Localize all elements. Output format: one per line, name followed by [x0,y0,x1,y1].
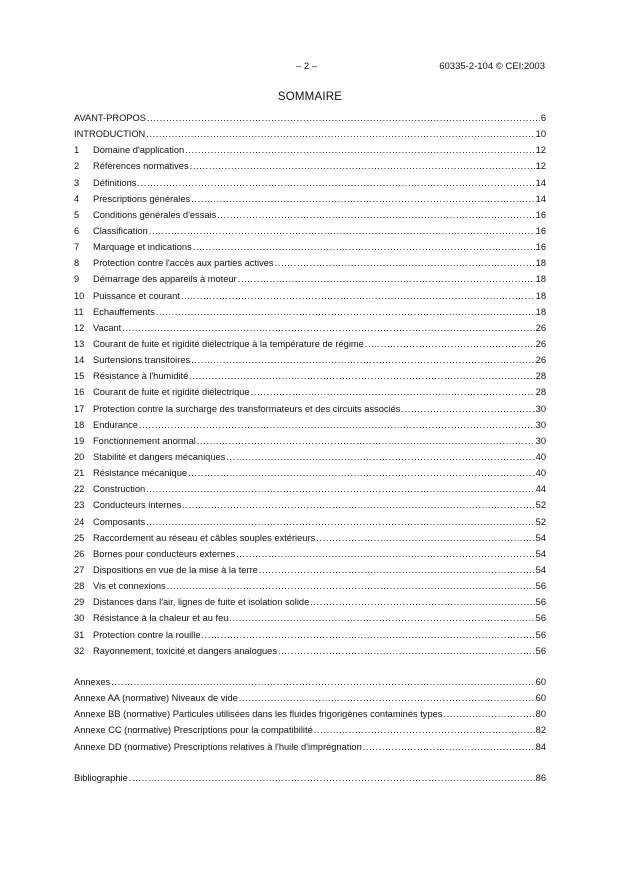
toc-entry-number: 7 [74,242,80,253]
dot-leader [189,368,534,384]
toc-entry-number: 16 [74,387,85,398]
toc-entry-label: Conducteurs internes [93,500,182,511]
toc-entry-page: 26 [535,322,546,333]
toc-entry[interactable] [74,722,546,738]
toc-entry-page: 52 [535,500,546,511]
toc-entry-page: 28 [535,387,546,398]
toc-entry-page: 56 [535,613,546,624]
toc-entry[interactable] [74,706,546,722]
toc-entry-page: 18 [535,258,546,269]
toc-entry-label: Classification [93,225,148,236]
toc-entry-number: 19 [74,435,85,446]
dot-leader [365,336,535,352]
toc-entry-page: 60 [535,693,546,704]
dot-leader [229,610,534,626]
toc-entry-label: Marquage et indications [93,242,192,253]
toc-entry-label: Courant de fuite et rigidité diélectrique [93,387,250,398]
dot-leader [139,417,535,433]
toc-entry-label: Domaine d'application [93,145,185,156]
dot-leader [217,207,534,223]
toc-entry[interactable] [74,562,546,578]
toc-entry-page: 56 [535,645,546,656]
toc-entry[interactable] [74,142,546,158]
toc-entry-number: 24 [74,516,85,527]
toc-entry-page: 16 [535,225,546,236]
toc-entry-number: 32 [74,645,85,656]
toc-entry-number: 22 [74,484,85,495]
dot-leader [259,562,535,578]
toc-entry[interactable] [74,110,546,126]
toc-entry-label: Stabilité et dangers mécaniques [93,451,226,462]
toc-entry-page: 14 [535,177,546,188]
toc-entry-label: Annexe BB (normative) Particules utilisées dans les fluides frigorigènes contaminés types [74,709,443,720]
toc-entry-number: 10 [74,290,85,301]
toc-entry-label: Vis et connexions [93,581,166,592]
toc-entry-label: Prescriptions générales [93,193,191,204]
dot-leader [193,239,535,255]
toc-entry[interactable] [74,497,546,513]
toc-entry-label: Annexes [74,677,111,687]
dot-leader [443,706,534,722]
toc-entry-page: 40 [535,468,546,479]
toc-entry-page: 60 [535,677,546,687]
dot-leader [156,304,535,320]
toc-entry-label: Bibliographie [74,773,128,783]
toc-entry-page: 26 [535,338,546,349]
toc-entry[interactable] [74,175,546,191]
toc-entry[interactable] [74,368,546,384]
dot-leader [202,627,535,643]
page-number: – 2 – [296,61,318,72]
toc-entry-page: 86 [535,773,546,783]
toc-entry-page: 84 [535,741,546,752]
dot-leader [129,770,535,786]
toc-entry-label: Surtensions transitoires [93,355,191,366]
toc-entry-number: 29 [74,597,85,608]
dot-leader [188,465,535,481]
dot-leader [238,271,535,287]
toc-entry-number: 2 [74,161,80,172]
dot-leader [146,126,534,142]
dot-leader [146,481,534,497]
toc-entry-number: 31 [74,629,85,640]
toc-entry-page: 52 [535,516,546,527]
dot-leader [191,191,535,207]
dot-leader [226,449,534,465]
toc-entry-label: Démarrage des appareils à moteur [93,274,237,285]
toc-entry-label: Construction [93,484,146,495]
toc-entry-number: 6 [74,225,80,236]
toc-entry-page: 18 [535,306,546,317]
toc-entry-page: 10 [535,129,546,140]
dot-leader [251,384,535,400]
toc-entry[interactable] [74,417,546,433]
dot-leader [137,175,534,191]
toc-entry[interactable] [74,304,546,320]
toc-entry[interactable] [74,352,546,368]
toc-entry-label: Protection contre la rouille [93,629,201,640]
toc-entry-label: Composants [93,516,146,527]
dot-leader [236,546,535,562]
toc-entry-label: AVANT-PROPOS [74,113,146,123]
toc-entry-number: 25 [74,532,85,543]
toc-entry-page: 30 [535,403,546,414]
dot-leader [182,497,534,513]
toc-entry-label: Résistance mécanique [93,468,188,479]
toc-entry[interactable] [74,191,546,207]
dot-leader [111,674,534,690]
toc-entry[interactable] [74,530,546,546]
dot-leader [147,110,540,126]
toc-entry-label: Puissance et courant [93,290,180,301]
toc-entry[interactable] [74,336,546,352]
toc-entry-label: Endurance [93,419,138,430]
toc-entry-page: 40 [535,451,546,462]
toc-entry-page: 80 [535,709,546,720]
toc-entry[interactable] [74,449,546,465]
dot-leader [363,739,535,755]
toc-entry-label: Bornes pour conducteurs externes [93,548,236,559]
dot-leader [197,433,535,449]
toc-entry-label: Courant de fuite et rigidité diélectrique à la température de régime [93,338,364,349]
toc-entry[interactable] [74,288,546,304]
toc-entry-page: 18 [535,274,546,285]
dot-leader [185,142,534,158]
toc-entry-page: 54 [535,548,546,559]
toc-entry[interactable] [74,239,546,255]
toc-entry[interactable] [74,481,546,497]
bibliography-entry [74,770,546,786]
toc-entry-label: Annexe DD (normative) Prescriptions relatives à l'huile d'imprégnation [74,741,362,752]
toc-entry[interactable] [74,433,546,449]
toc-entry[interactable] [74,320,546,336]
toc-entry[interactable] [74,271,546,287]
toc-entry-label: INTRODUCTION [74,129,146,140]
toc-entry-page: 6 [540,113,546,123]
toc-entry[interactable] [74,514,546,530]
toc-entry-number: 4 [74,193,80,204]
toc-entry-number: 27 [74,564,85,575]
toc-entry[interactable] [74,384,546,400]
page-header [0,61,620,75]
toc-entry-number: 17 [74,403,85,414]
toc-entry-page: 54 [535,564,546,575]
toc-entry-number: 15 [74,371,85,382]
toc-entry-number: 20 [74,451,85,462]
toc-entry[interactable] [74,401,546,417]
toc-entry-number: 30 [74,613,85,624]
toc-entry[interactable] [74,627,546,643]
toc-entry-number: 9 [74,274,80,285]
toc-entry[interactable] [74,158,546,174]
toc-entry[interactable] [74,255,546,271]
toc-entry-number: 8 [74,258,80,269]
toc-entry-label: Fonctionnement anormal [93,435,196,446]
page-title: SOMMAIRE [277,91,343,103]
toc-entry-label: Dispositions en vue de la mise à la terre [93,564,258,575]
dot-leader [239,690,535,706]
toc-entry-number: 18 [74,419,85,430]
toc-entry[interactable] [74,126,546,142]
toc-entry-page: 30 [535,419,546,430]
toc-entry[interactable] [74,690,546,706]
dot-leader [167,578,535,594]
annex-list [74,674,546,755]
toc-entry-label: Annexe AA (normative) Niveaux de vide [74,693,238,704]
toc-entry-number: 13 [74,338,85,349]
toc-entry-page: 16 [535,209,546,220]
toc-entry-label: Résistance à la chaleur et au feu [93,613,229,624]
toc-entry-page: 56 [535,597,546,608]
toc-entry-number: 23 [74,500,85,511]
toc-entry-page: 56 [535,581,546,592]
toc-entry-label: Rayonnement, toxicité et dangers analogues [93,645,277,656]
toc-entry[interactable] [74,578,546,594]
toc-entry-label: Références normatives [93,161,189,172]
dot-leader [122,320,534,336]
toc-entry-number: 26 [74,548,85,559]
toc-entry-page: 12 [535,161,546,172]
toc-entry[interactable] [74,610,546,626]
table-of-contents [74,110,546,659]
dot-leader [401,401,534,417]
toc-entry-number: 1 [74,145,80,156]
toc-entry-number: 11 [74,306,84,317]
toc-entry-label: Annexe CC (normative) Prescriptions pour la compatibilité [74,725,313,736]
toc-entry-number: 14 [74,355,85,366]
dot-leader [149,223,535,239]
dot-leader [316,530,534,546]
toc-entry-page: 56 [535,629,546,640]
toc-entry-label: Protection contre l'accès aux parties actives [93,258,274,269]
toc-entry-page: 44 [535,484,546,495]
toc-entry[interactable] [74,739,546,755]
toc-entry[interactable] [74,770,546,786]
toc-entry[interactable] [74,674,546,690]
toc-entry-page: 82 [535,725,546,736]
dot-leader [275,255,535,271]
dot-leader [190,158,535,174]
toc-entry-page: 28 [535,371,546,382]
toc-entry-number: 3 [74,177,80,188]
toc-entry-page: 16 [535,242,546,253]
toc-entry[interactable] [74,594,546,610]
toc-entry-label: Définitions [93,177,137,188]
toc-entry-page: 30 [535,435,546,446]
dot-leader [191,352,535,368]
toc-entry[interactable] [74,207,546,223]
toc-entry-number: 21 [74,468,85,479]
toc-entry[interactable] [74,546,546,562]
dot-leader [181,288,535,304]
toc-entry[interactable] [74,465,546,481]
toc-entry[interactable] [74,643,546,659]
dot-leader [278,643,535,659]
toc-entry-label: Distances dans l'air, lignes de fuite et isolation solide [93,597,310,608]
toc-entry-label: Conditions générales d'essais [93,209,217,220]
toc-entry-label: Vacant [93,322,122,333]
dot-leader [314,722,535,738]
toc-entry-page: 12 [535,145,546,156]
toc-entry-number: 28 [74,581,85,592]
toc-entry-label: Résistance à l'humidité [93,371,189,382]
toc-entry-label: Echauffements [93,306,155,317]
toc-entry-page: 26 [535,355,546,366]
toc-entry-number: 12 [74,322,85,333]
toc-entry-page: 14 [535,193,546,204]
dot-leader [146,514,534,530]
toc-entry-label: Protection contre la surcharge des transformateurs et des circuits associés [93,403,401,414]
document-reference: 60335-2-104 © CEI:2003 [439,61,545,72]
dot-leader [310,594,534,610]
toc-entry-page: 54 [535,532,546,543]
toc-entry[interactable] [74,223,546,239]
toc-entry-number: 5 [74,209,80,220]
toc-entry-page: 18 [535,290,546,301]
toc-entry-label: Raccordement au réseau et câbles souples extérieurs [93,532,316,543]
